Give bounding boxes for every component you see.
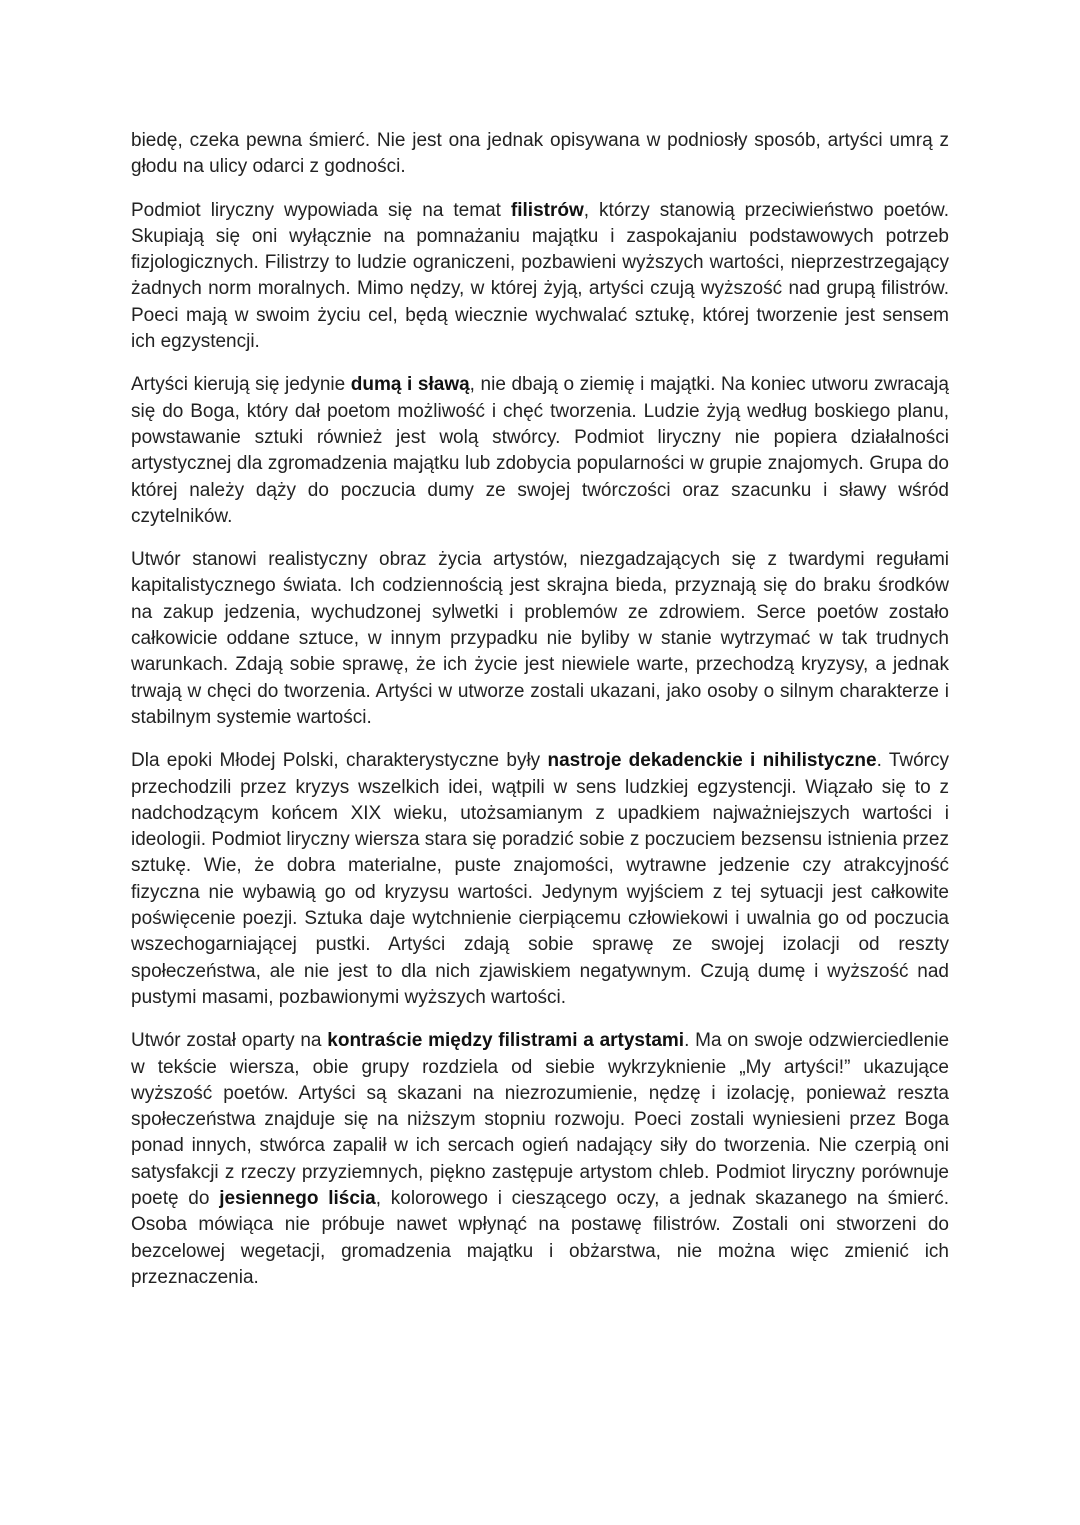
paragraph-text: Artyści kierują się jedynie bbox=[131, 374, 351, 396]
paragraph bbox=[131, 198, 949, 356]
paragraph-text: Utwór został oparty na bbox=[131, 1030, 328, 1052]
paragraph-text: . Ma on swoje odzwierciedlenie w tekście wiersza, obie grupy rozdziela od siebie wykrzyknienie „My artyści!” ukazujące wyższość poetów. Artyści są skazani na niezrozumienie, nędzę i izolację, ponieważ reszta społeczeństwa znajduje się na niższym stopniu rozwoju. Poeci zostali wyniesieni przez Boga ponad innych, stwórca zapalił w ich sercach ogień nadający siły do tworzenia. Nie czerpią oni satysfakcji z rzeczy przyziemnych, piękno zastępuje artystom chleb. Podmiot liryczny porównuje poetę do bbox=[131, 1030, 950, 1209]
document-page bbox=[131, 128, 949, 1308]
bold-term: filistrów bbox=[510, 199, 584, 221]
paragraph bbox=[131, 547, 949, 731]
paragraph-text: , kolorowego i cieszącego oczy, a jednak skazanego na śmierć. Osoba mówiąca nie próbuje nawet wpłynąć na postawę filistrów. Zostali oni stworzeni do bezcelowej wegetacji, gromadzenia majątku i obżarstwa, nie można więc zmienić ich przeznaczenia. bbox=[131, 1187, 949, 1288]
paragraph-text: , którzy stanowią przeciwieństwo poetów. Skupiają się oni wyłącznie na pomnażaniu majątku i zaspokajaniu podstawowych potrzeb fizjologicznych. Filistrzy to ludzie ograniczeni, pozbawieni wyższych wartości, nieprzestrzegający żadnych norm moralnych. Mimo nędzy, w której żyją, artyści czują wyższość nad grupą filistrów. Poeci mają w swoim życiu cel, będą wiecznie wychwalać sztukę, której tworzenie jest sensem ich egzystencji. bbox=[131, 199, 949, 353]
paragraph-text: Utwór stanowi realistyczny obraz życia artystów, niezgadzających się z twardymi regułami kapitalistycznego świata. Ich codziennością jest skrajna bieda, przyznają się do braku środków na zakup jedzenia, wychudzonej sylwetki i problemów ze zdrowiem. Serce poetów zostało całkowicie oddane sztuce, w innym przypadku nie byliby w stanie wytrzymać w tak trudnych warunkach. Zdają sobie sprawę, że ich życie jest niewiele warte, przechodzą kryzysy, a jednak trwają w chęci do tworzenia. Artyści w utworze zostali ukazani, jako osoby o silnym charakterze i stabilnym systemie wartości. bbox=[131, 549, 949, 728]
paragraph-text: biedę, czeka pewna śmierć. Nie jest ona jednak opisywana w podniosły sposób, artyści umrą z głodu na ulicy odarci z godności. bbox=[131, 130, 949, 178]
paragraph-text: . Twórcy przechodzili przez kryzys wszelkich idei, wątpili w sens ludzkiej egzystencji. Wiązało się to z nadchodzącym końcem XIX wieku, utożsamianym z upadkiem najważniejszych wartości i ideologii. Podmiot liryczny wiersza stara się poradzić sobie z poczuciem bezsensu istnienia przez sztukę. Wie, że dobra materialne, puste znajomości, wytrawne jedzenie czy atrakcyjność fizyczna nie wybawią go od kryzysu wartości. Jedynym wyjściem z tej sytuacji jest całkowite poświęcenie poezji. Sztuka daje wytchnienie cierpiącemu człowiekowi i uwalnia go od poczucia wszechogarniającej pustki. Artyści zdają sobie sprawę ze swojej izolacji od reszty społeczeństwa, ale nie jest to dla nich zjawiskiem negatywnym. Czują dumę i wyższość nad pustymi masami, pozbawionymi wyższych wartości. bbox=[131, 750, 950, 1008]
paragraph bbox=[131, 372, 949, 530]
paragraph-text: , nie dbają o ziemię i majątki. Na koniec utworu zwracają się do Boga, który dał poetom możliwość i chęć tworzenia. Ludzie żyją według boskiego planu, powstawanie sztuki również jest wolą stwórcy. Podmiot liryczny nie popiera działalności artystycznej dla zgromadzenia majątku lub zdobycia popularności w grupie znajomych. Grupa do której należy dąży do poczucia dumy ze swojej twórczości oraz szacunku i sławy wśród czytelników. bbox=[131, 374, 949, 527]
paragraph bbox=[131, 128, 949, 181]
paragraph bbox=[131, 1028, 949, 1291]
paragraph-text: Dla epoki Młodej Polski, charakterystyczne były bbox=[131, 750, 548, 772]
bold-term: dumą i sławą bbox=[350, 374, 470, 396]
bold-term: nastroje dekadenckie i nihilistyczne bbox=[547, 750, 877, 772]
bold-term: jesiennego liścia bbox=[219, 1187, 376, 1209]
paragraph-text: Podmiot liryczny wypowiada się na temat bbox=[131, 199, 511, 221]
bold-term: kontraście między filistrami a artystami bbox=[327, 1030, 685, 1052]
paragraph bbox=[131, 748, 949, 1011]
